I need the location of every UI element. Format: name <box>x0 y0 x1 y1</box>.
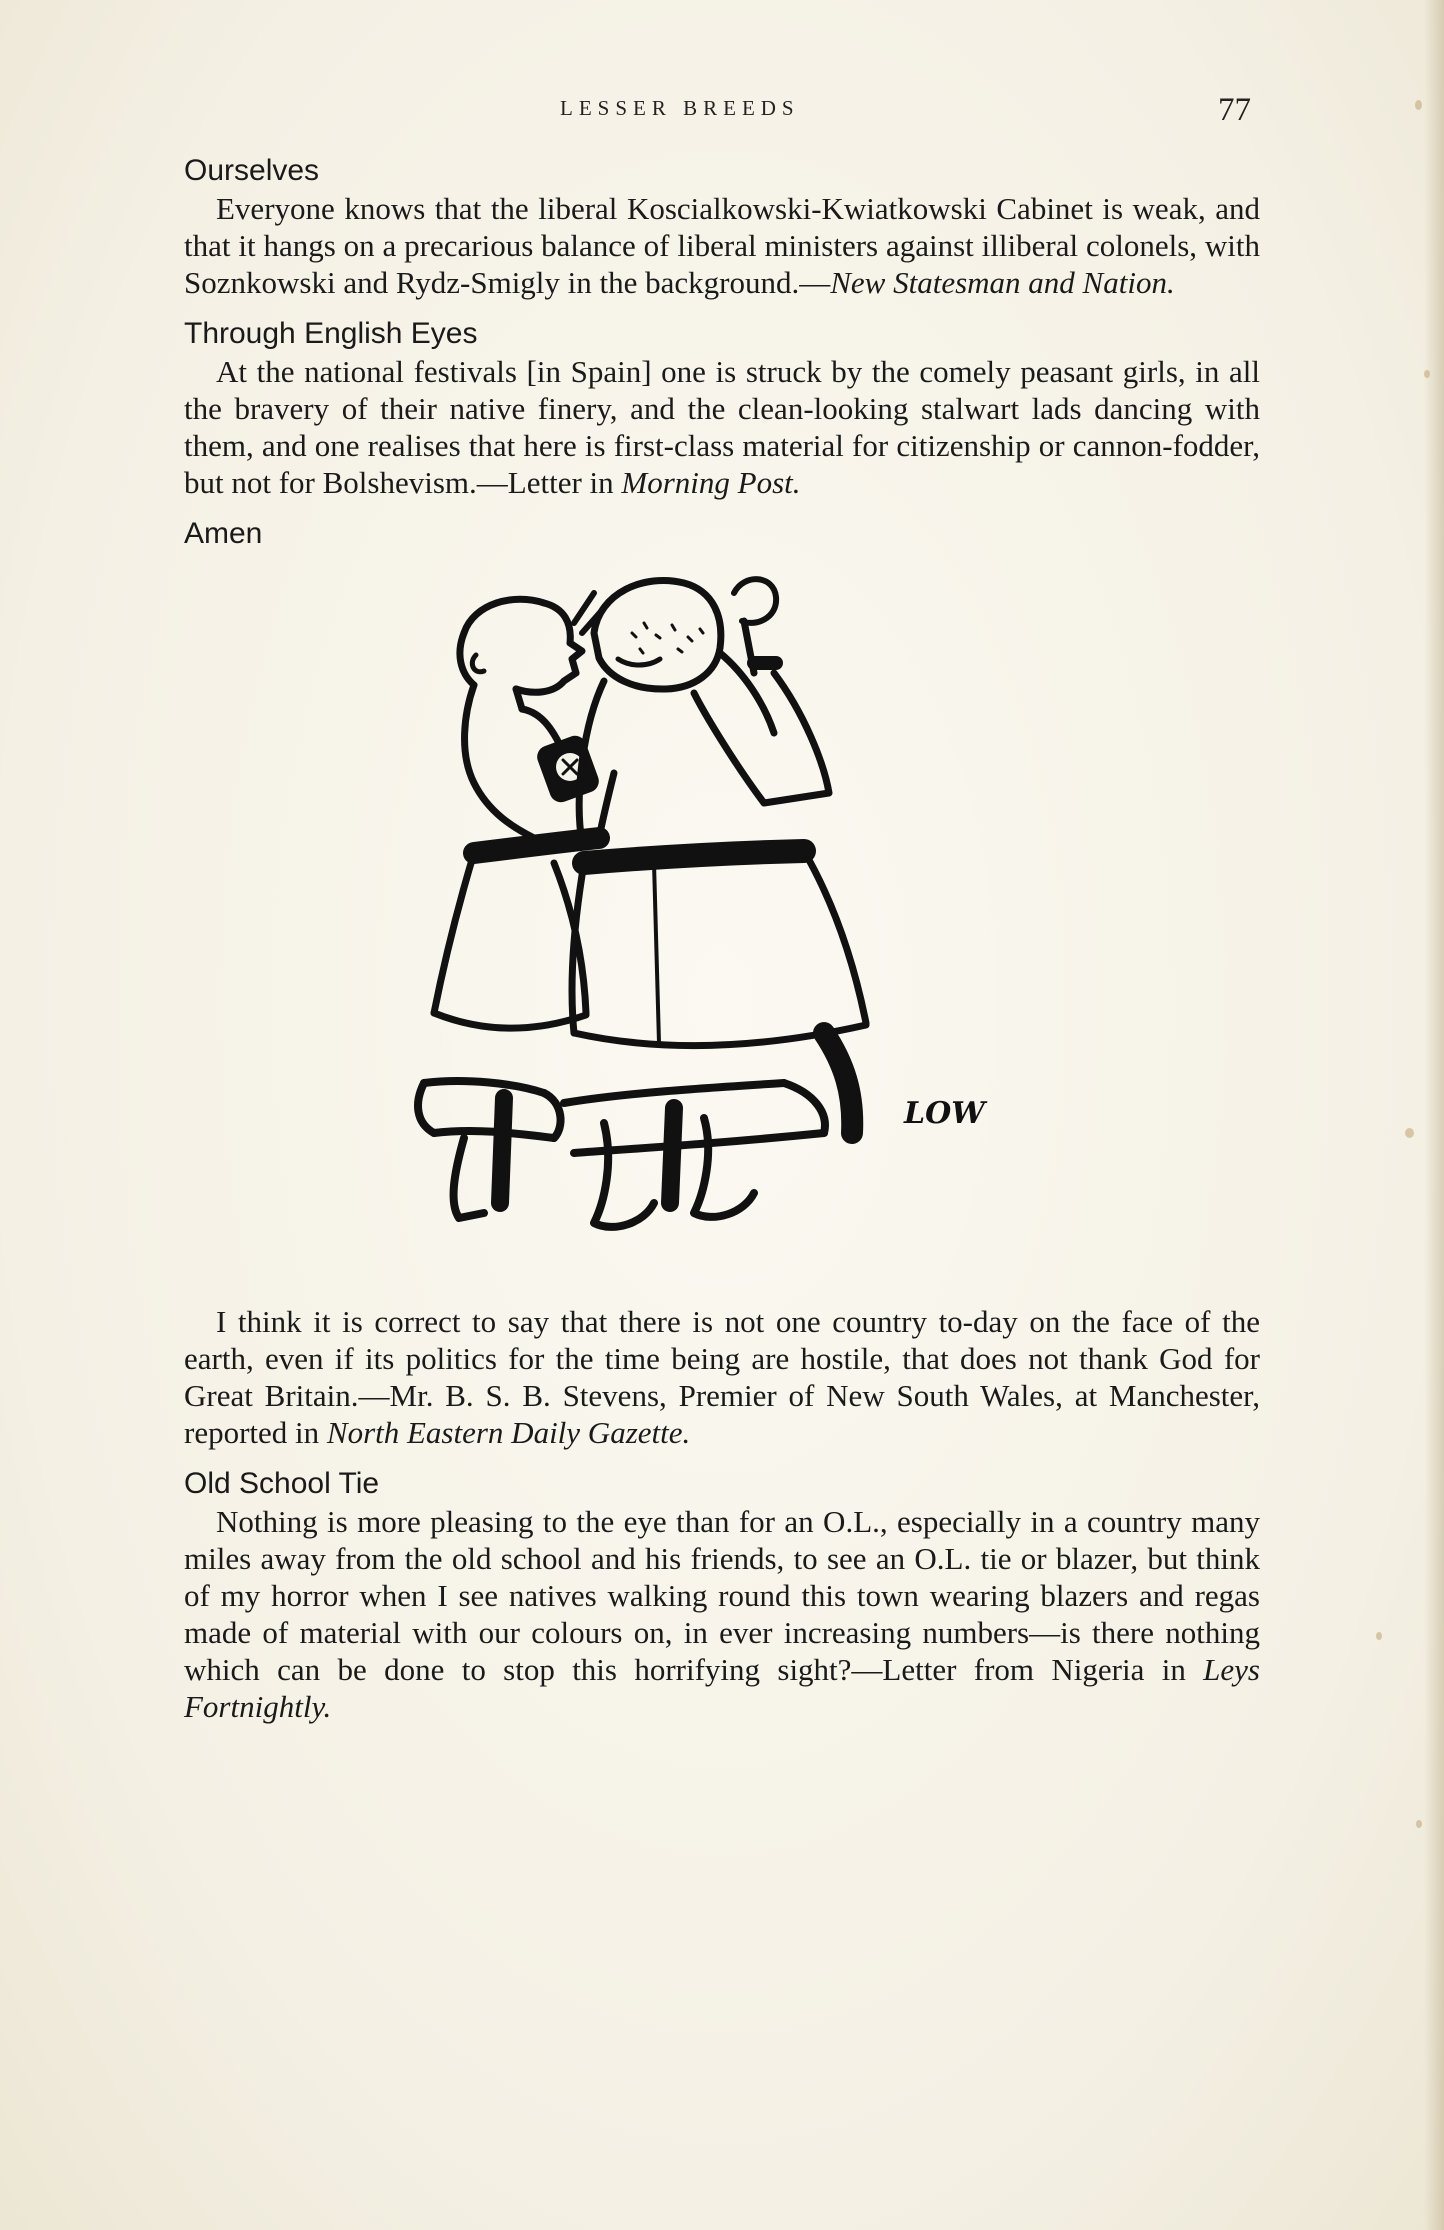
section-heading-old-school-tie: Old School Tie <box>184 1467 380 1500</box>
body-text: I think it is correct to say that there is not one country to-day on the face of the earth, even if its politics for the time being are hostile, that does not thank God for Great Britain.—Mr. B. S. B. Stevens, Premier of New South Wales, at Manchester, reported in <box>184 1304 1260 1450</box>
left-figure <box>434 593 614 1028</box>
page-content <box>184 152 1260 1725</box>
body-text: Nothing is more pleasing to the eye than for an O.L., especially in a country many miles away from the old school and his friends, to see an O.L. tie or blazer, but think of my horror when I see natives walking round this town wearing blazers and regas made of material with our colours on, in ever increasing numbers—is there nothing which can be done to stop this horrifying sight?—Letter from Nigeria in <box>184 1504 1260 1687</box>
body-text: Everyone knows that the liberal Koscialkowski-Kwiatkowski Cabinet is weak, and that it hangs on a precarious balance of liberal ministers against illiberal colonels, with Soznkowski and Rydz-Smigly in the background. <box>184 191 1260 300</box>
right-figure <box>572 579 866 1045</box>
foxing-spot <box>1376 1632 1382 1640</box>
kneeling-legs <box>418 1033 852 1227</box>
cartoon-illustration <box>184 563 1260 1303</box>
page-number: 77 <box>1218 92 1251 128</box>
running-head-title: LESSER BREEDS <box>560 96 800 120</box>
foxing-spot <box>1405 1128 1414 1138</box>
running-head <box>0 92 1444 132</box>
section-heading-through-english-eyes: Through English Eyes <box>184 317 478 350</box>
source-title: Morning Post. <box>621 465 801 500</box>
body-text: At the national festivals [in Spain] one is struck by the comely peasant girls, in all the bravery of their native finery, and the clean-looking stalwart lads dancing with them, and one realises that here is first-class material for citizenship or cannon-fodder, but not for Bolshevism.—Letter in <box>184 354 1260 500</box>
source-title: North Eastern Daily Gazette. <box>326 1415 691 1450</box>
cartoon-signature: LOW <box>904 1096 985 1131</box>
foxing-spot <box>1416 1820 1422 1828</box>
section-body-amen <box>184 1303 1260 1451</box>
section-heading-amen: Amen <box>184 517 263 550</box>
section-body-through-english-eyes <box>184 353 1260 501</box>
source-dash: — <box>799 265 831 300</box>
section-heading-ourselves: Ourselves <box>184 154 320 187</box>
section-body-old-school-tie <box>184 1503 1260 1725</box>
source-title: New Statesman and Nation. <box>830 265 1175 300</box>
page-edge-shadow <box>1424 0 1444 2230</box>
section-body-ourselves <box>184 190 1260 301</box>
praying-figures-cartoon <box>404 563 1044 1283</box>
source-title: Leys Fortnightly. <box>184 1652 1260 1724</box>
foxing-spot <box>1424 370 1430 378</box>
